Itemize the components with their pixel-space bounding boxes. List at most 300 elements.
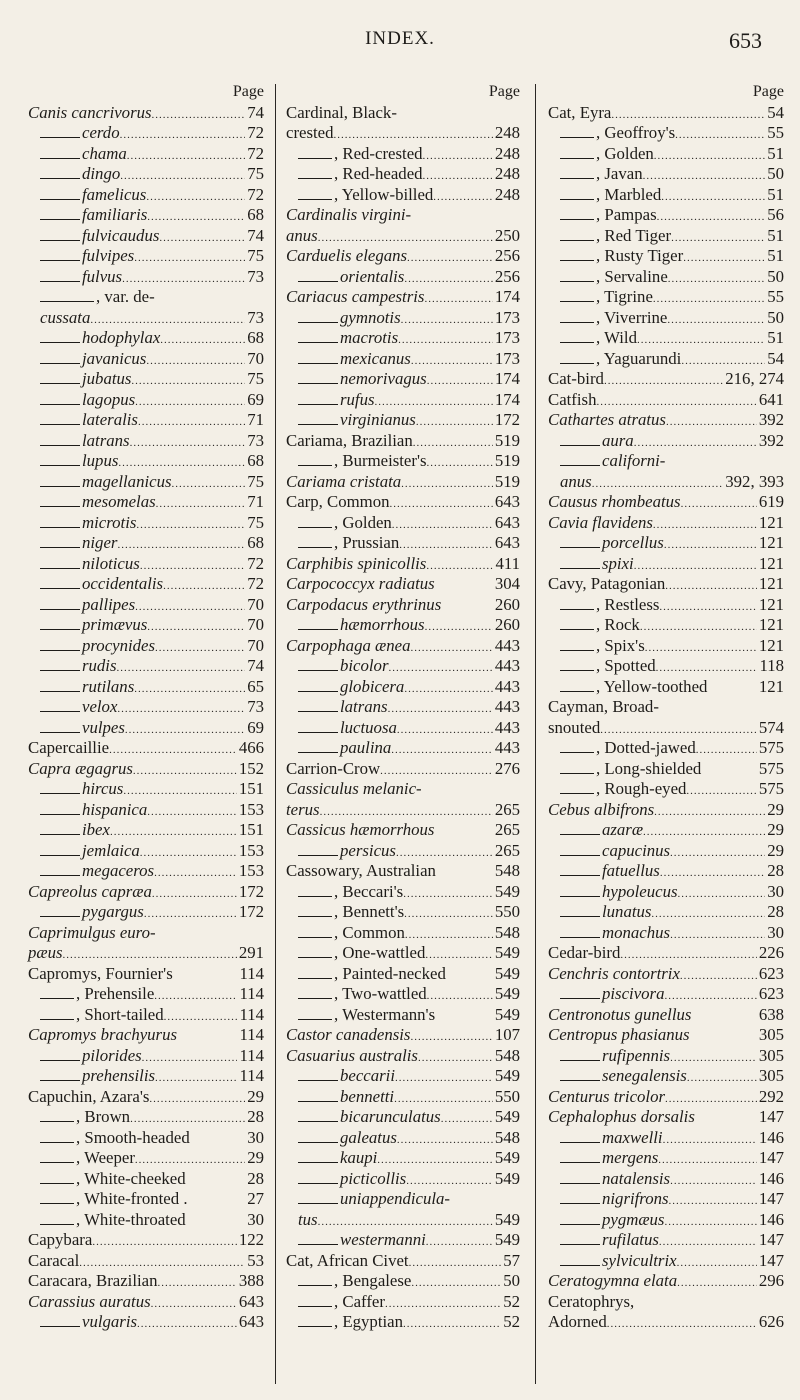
entry-term: , var. de- (96, 287, 155, 306)
index-entry (286, 882, 520, 903)
index-entry (28, 1189, 264, 1210)
entry-page-ref: 151 (238, 779, 264, 798)
entry-term: Cenchris contortrix (548, 963, 680, 983)
leader-dots (146, 351, 245, 372)
leader-dots (634, 556, 757, 577)
leader-dots (380, 761, 493, 782)
leader-dots (146, 187, 245, 208)
entry-page-ref: 256 (494, 246, 520, 265)
leader-dots (135, 1150, 245, 1171)
index-entry (28, 697, 264, 718)
leader-dots (681, 351, 765, 372)
ditto-dash (298, 322, 338, 323)
index-entry (286, 349, 520, 370)
ditto-dash (298, 691, 338, 692)
entry-page-ref: 638 (758, 1004, 784, 1024)
ditto-dash (40, 670, 80, 671)
entry-term-continuation: terus (286, 799, 320, 819)
index-entry (28, 410, 264, 431)
entry-term: azaræ (602, 820, 644, 839)
ditto-dash (40, 588, 80, 589)
ditto-dash (560, 260, 594, 261)
leader-dots (375, 392, 493, 413)
leader-dots (634, 433, 757, 454)
entry-page-ref: 147 (758, 1107, 784, 1126)
index-entry (28, 513, 264, 534)
entry-page-ref: 29 (767, 820, 784, 839)
entry-term: spixi (602, 553, 634, 573)
leader-dots (659, 1232, 757, 1253)
entry-term: niger (82, 533, 118, 552)
entry-term: vulgaris (82, 1312, 138, 1331)
leader-dots (134, 248, 245, 269)
index-entry (548, 882, 784, 903)
entry-page-ref: 623 (758, 984, 784, 1003)
ditto-dash (560, 793, 594, 794)
entry-term: galeatus (340, 1127, 397, 1147)
entry-term: hircus (82, 779, 124, 798)
entry-page-ref: 443 (494, 635, 520, 655)
index-entry (28, 1046, 264, 1067)
index-entry (28, 1128, 264, 1149)
ditto-dash (40, 793, 80, 794)
leader-dots (411, 351, 493, 372)
entry-page-ref: 174 (494, 287, 520, 306)
index-entry (286, 1066, 520, 1087)
entry-term: mexicanus (340, 348, 411, 368)
entry-term: jubatus (82, 369, 132, 388)
entry-term: , Bennett's (334, 902, 405, 921)
leader-dots (671, 228, 765, 249)
entry-term: orientalis (340, 266, 405, 286)
entry-page-ref: 296 (758, 1271, 784, 1290)
index-entry (548, 1251, 784, 1272)
ditto-dash (298, 178, 332, 179)
ditto-dash (298, 424, 338, 425)
entry-page-ref: 574 (758, 717, 784, 737)
entry-page-ref: 121 (758, 512, 784, 532)
leader-dots (123, 781, 236, 802)
entry-term: , Westermann's (334, 1004, 436, 1024)
ditto-dash (40, 527, 80, 528)
entry-term: , Prehensile (76, 984, 155, 1003)
entry-term: Ceratogymna elata (548, 1271, 678, 1290)
entry-page-ref: 265 (494, 799, 520, 819)
index-entry (548, 1189, 784, 1210)
index-entry (28, 1292, 264, 1313)
leader-dots (110, 822, 237, 843)
index-entry (28, 923, 264, 944)
index-entry (286, 1087, 520, 1108)
entry-term: Carassius auratus (28, 1291, 151, 1311)
leader-dots (154, 863, 237, 884)
index-entry (28, 1169, 264, 1190)
index-entry (28, 1005, 264, 1026)
entry-term: Cardinal, Black- (286, 102, 397, 122)
index-entry (548, 636, 784, 657)
entry-term: Carrion-Crow (286, 758, 381, 778)
index-entry-continuation (28, 943, 264, 964)
entry-page-ref: 121 (758, 594, 784, 614)
entry-page-ref: 74 (247, 656, 264, 675)
entry-page-ref: 70 (247, 594, 264, 614)
entry-page-ref: 549 (494, 1107, 520, 1126)
entry-page-ref: 50 (767, 307, 784, 327)
index-entry (28, 1107, 264, 1128)
entry-page-ref: 30 (247, 1127, 264, 1147)
entry-term: , Rusty Tiger (596, 246, 684, 265)
index-entry (286, 472, 520, 493)
entry-page-ref: 443 (494, 738, 520, 757)
entry-term: natalensis (602, 1168, 671, 1188)
entry-term-continuation: Adorned (548, 1312, 607, 1331)
entry-term: , Smooth-headed (76, 1127, 190, 1147)
leader-dots (657, 207, 766, 228)
entry-term: dingo (82, 164, 121, 183)
leader-dots (427, 371, 493, 392)
index-entry (548, 369, 784, 390)
ditto-dash (560, 219, 594, 220)
entry-term: maxwelli (602, 1127, 663, 1147)
entry-term: beccarii (340, 1066, 395, 1085)
index-entry (286, 656, 520, 677)
entry-page-ref: 70 (247, 615, 264, 634)
leader-dots (670, 1048, 757, 1069)
ditto-dash (560, 629, 594, 630)
index-entry (28, 861, 264, 882)
entry-page-ref: 69 (247, 389, 264, 409)
entry-term: hypoleucus (602, 881, 678, 901)
entry-term: senegalensis (602, 1066, 687, 1085)
index-entry (286, 369, 520, 390)
leader-dots (117, 658, 246, 679)
entry-page-ref: 54 (767, 348, 784, 368)
index-entry (28, 328, 264, 349)
leader-dots (659, 597, 756, 618)
index-entry (286, 1046, 520, 1067)
entry-term: rutilans (82, 676, 135, 696)
ditto-dash (298, 404, 338, 405)
entry-term: Catfish (548, 389, 597, 409)
entry-page-ref: 443 (494, 717, 520, 737)
index-entry (286, 144, 520, 165)
entry-term: nigrifrons (602, 1189, 669, 1208)
entry-term: Capreolus capræa (28, 881, 152, 901)
entry-page-ref: 291 (238, 943, 264, 962)
leader-dots (409, 1253, 502, 1274)
index-entry (286, 164, 520, 185)
leader-dots (670, 843, 765, 864)
entry-term: picticollis (340, 1168, 407, 1188)
leader-dots (665, 576, 757, 597)
entry-page-ref: 575 (758, 738, 784, 757)
ditto-dash (298, 629, 338, 630)
leader-dots (160, 330, 245, 351)
index-entry (548, 451, 784, 472)
entry-term: Capra ægagrus (28, 758, 133, 778)
entry-term-continuation: pæus (28, 943, 63, 962)
leader-dots (687, 1068, 757, 1089)
ditto-dash (40, 465, 80, 466)
entry-term: fulvicaudus (82, 225, 160, 245)
entry-page-ref: 68 (247, 205, 264, 224)
index-entry (548, 431, 784, 452)
entry-term: , Red-headed (334, 164, 423, 183)
entry-page-ref: 256 (494, 266, 520, 286)
leader-dots (660, 863, 765, 884)
ditto-dash (560, 896, 600, 897)
entry-page-ref: 114 (239, 1045, 264, 1065)
leader-dots (664, 535, 757, 556)
ditto-dash (298, 1080, 338, 1081)
entry-page-ref: 51 (767, 246, 784, 265)
entry-page-ref: 248 (494, 123, 520, 142)
index-entry (28, 123, 264, 144)
index-entry (286, 308, 520, 329)
index-entry (28, 185, 264, 206)
ditto-dash (40, 547, 80, 548)
leader-dots (125, 720, 245, 741)
index-entry (548, 1292, 784, 1313)
leader-dots (654, 146, 765, 167)
leader-dots (423, 166, 493, 187)
entry-page-ref: 118 (759, 656, 784, 675)
leader-dots (683, 248, 765, 269)
entry-term: , Tigrine (596, 287, 653, 306)
entry-term: occidentalis (82, 574, 164, 593)
index-entry (28, 144, 264, 165)
leader-dots (391, 740, 493, 761)
index-entry (286, 964, 520, 985)
ditto-dash (298, 1101, 338, 1102)
index-entry (28, 1251, 264, 1272)
index-entry (548, 964, 784, 985)
entry-term: Carphibis spinicollis (286, 553, 427, 573)
entry-page-ref: 68 (247, 328, 264, 347)
entry-term: , Wild (596, 328, 637, 347)
leader-dots (397, 720, 493, 741)
entry-term: javanicus (82, 348, 147, 368)
leader-dots (637, 330, 765, 351)
leader-dots (396, 843, 493, 864)
index-entry-continuation (548, 1312, 784, 1333)
ditto-dash (560, 199, 594, 200)
entry-term: , Long-shielded (596, 758, 702, 778)
leader-dots (131, 371, 245, 392)
entry-term: , Pampas (596, 205, 657, 224)
entry-term: , White-cheeked (76, 1168, 186, 1188)
entry-term: Cassiculus melanic- (286, 779, 422, 798)
index-column-3 (548, 82, 784, 1333)
leader-dots (433, 187, 493, 208)
ditto-dash (40, 732, 80, 733)
leader-dots (163, 576, 245, 597)
leader-dots (669, 1191, 757, 1212)
ditto-dash (560, 445, 600, 446)
index-entry (286, 1005, 520, 1026)
leader-dots (425, 945, 492, 966)
leader-dots (664, 1212, 756, 1233)
ditto-dash (560, 834, 600, 835)
entry-term-continuation: tus (298, 1209, 318, 1229)
ditto-dash (40, 629, 80, 630)
index-entry (548, 1025, 784, 1046)
index-entry (548, 923, 784, 944)
entry-term: Causus rhombeatus (548, 492, 681, 511)
entry-term: megaceros (82, 861, 155, 880)
ditto-dash (560, 1203, 600, 1204)
leader-dots (653, 289, 765, 310)
leader-dots (423, 146, 493, 167)
entry-page-ref: 550 (494, 902, 520, 921)
index-entry (28, 636, 264, 657)
index-entry (28, 984, 264, 1005)
entry-term: , Yaguarundi (596, 348, 682, 368)
index-entry (286, 759, 520, 780)
entry-term: lateralis (82, 410, 138, 429)
index-entry (286, 595, 520, 616)
ditto-dash (298, 978, 332, 979)
index-entry (286, 1230, 520, 1251)
entry-page-ref: 146 (758, 1168, 784, 1188)
entry-term: paulina (340, 738, 392, 757)
index-entry (286, 205, 520, 226)
entry-page-ref: 443 (494, 676, 520, 696)
index-entry-continuation (286, 226, 520, 247)
entry-page-ref: 75 (247, 471, 264, 491)
entry-term: , Spotted (596, 656, 656, 675)
entry-page-ref: 216, 274 (725, 369, 784, 388)
leader-dots (117, 699, 245, 720)
page-column-label: Page (752, 83, 784, 100)
index-entry (28, 800, 264, 821)
entry-page-ref: 70 (247, 635, 264, 655)
entry-page-ref: 411 (495, 553, 520, 573)
entry-term: Cassicus hæmorrhous (286, 820, 435, 839)
index-entry (28, 431, 264, 452)
leader-dots (130, 1109, 245, 1130)
entry-term: lupus (82, 451, 119, 470)
page-column-label: Page (488, 83, 520, 100)
leader-dots (154, 986, 237, 1007)
index-entry (548, 226, 784, 247)
entry-page-ref: 643 (494, 512, 520, 532)
leader-dots (403, 884, 493, 905)
leader-dots (63, 945, 237, 966)
leader-dots (397, 1130, 493, 1151)
leader-dots (680, 966, 757, 987)
index-entry (548, 267, 784, 288)
entry-page-ref: 121 (758, 635, 784, 655)
entry-page-ref: 250 (494, 225, 520, 245)
entry-page-ref: 72 (247, 553, 264, 573)
leader-dots (401, 474, 493, 495)
index-entry (28, 492, 264, 513)
leader-dots (667, 310, 765, 331)
entry-page-ref: 75 (247, 246, 264, 265)
leader-dots (92, 1232, 237, 1253)
entry-term-continuation: crested (286, 123, 334, 142)
entry-term: Cat-bird (548, 369, 604, 388)
index-entry (548, 841, 784, 862)
leader-dots (645, 638, 757, 659)
entry-term: , Spix's (596, 635, 645, 655)
ditto-dash (40, 1203, 74, 1204)
entry-page-ref: 153 (238, 840, 264, 860)
entry-page-ref: 392 (758, 430, 784, 450)
ditto-dash (560, 691, 594, 692)
entry-page-ref: 51 (767, 225, 784, 245)
index-entry (548, 164, 784, 185)
ditto-dash (298, 1162, 338, 1163)
entry-term: porcellus (602, 533, 664, 552)
leader-dots (138, 412, 245, 433)
ditto-dash (40, 506, 80, 507)
entry-term: Capybara (28, 1230, 93, 1249)
entry-page-ref: 29 (767, 799, 784, 819)
ditto-dash (298, 1244, 338, 1245)
index-entry (28, 1025, 264, 1046)
ditto-dash (40, 814, 80, 815)
ditto-dash (40, 1142, 74, 1143)
ditto-dash (298, 342, 338, 343)
leader-dots (140, 556, 245, 577)
entry-term: chama (82, 143, 127, 163)
entry-term: microtis (82, 512, 137, 532)
ditto-dash (298, 547, 332, 548)
index-entry (286, 718, 520, 739)
index-entry (286, 1271, 520, 1292)
entry-page-ref: 641 (758, 389, 784, 409)
leader-dots (413, 433, 493, 454)
leader-dots (109, 740, 237, 761)
entry-term: , Red Tiger (596, 225, 672, 245)
index-entry (28, 472, 264, 493)
index-entry (28, 1087, 264, 1108)
leader-dots (401, 310, 493, 331)
leader-dots (135, 392, 245, 413)
index-entry (286, 923, 520, 944)
leader-dots (389, 494, 492, 515)
entry-page-ref: 519 (494, 471, 520, 491)
entry-page-ref: 56 (767, 205, 784, 224)
entry-term: magellanicus (82, 471, 172, 491)
entry-term: Carpodacus erythrinus (286, 594, 442, 614)
entry-term: Cayman, Broad- (548, 697, 659, 716)
index-entry (548, 615, 784, 636)
index-entry (548, 533, 784, 554)
index-entry (286, 1312, 520, 1333)
entry-page-ref: 623 (758, 963, 784, 983)
leader-dots (592, 474, 724, 495)
ditto-dash (40, 158, 80, 159)
entry-page-ref: 226 (758, 943, 784, 962)
leader-dots (607, 1314, 757, 1335)
index-entry (286, 1148, 520, 1169)
ditto-dash (298, 1019, 332, 1020)
index-entry-continuation (286, 123, 520, 144)
entry-page-ref: 147 (758, 1148, 784, 1167)
entry-term: famelicus (82, 184, 147, 204)
entry-page-ref: 550 (494, 1086, 520, 1106)
index-entry (28, 1230, 264, 1251)
leader-dots (120, 166, 245, 187)
entry-page-ref: 304 (494, 574, 520, 593)
index-entry (286, 246, 520, 267)
entry-term: Ceratophrys, (548, 1291, 635, 1311)
ditto-dash (560, 568, 600, 569)
entry-page-ref: 121 (758, 615, 784, 634)
